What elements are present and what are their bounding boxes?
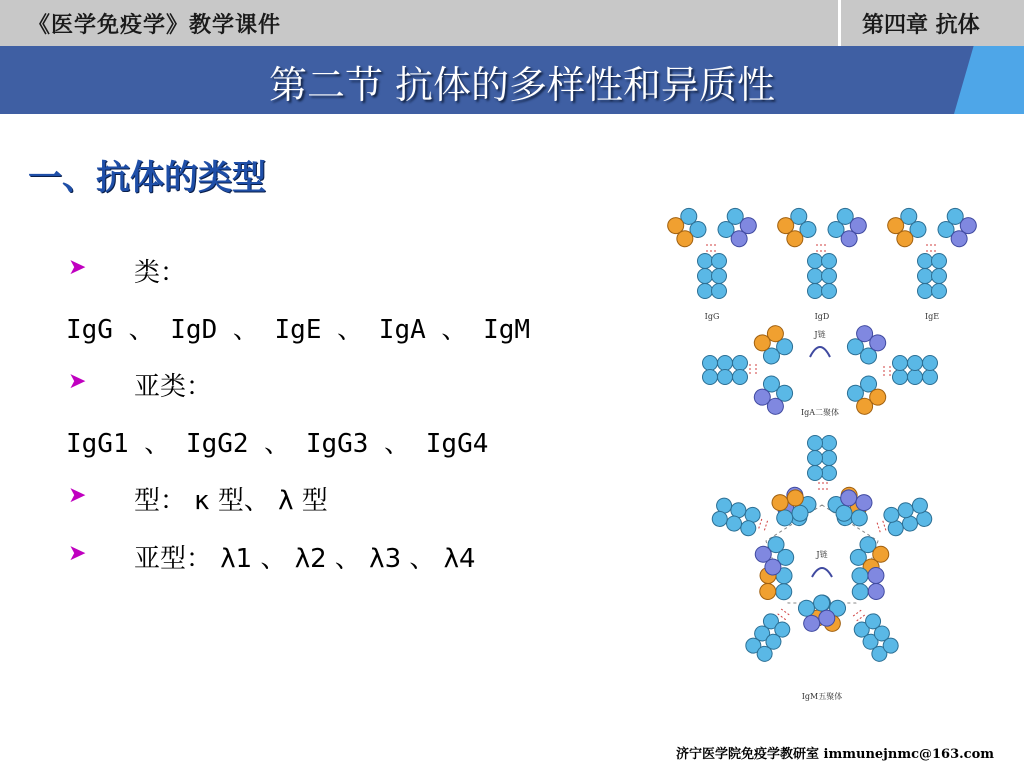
arrow-bullet-icon: ➤ [68, 483, 87, 508]
ige-monomer-icon [885, 205, 980, 298]
bullet-subtype-label: 亚型： λ1 、 λ2 、 λ3 、 λ4 [134, 544, 476, 574]
ige-label: IgE [924, 312, 940, 321]
antibody-structure-figure [650, 185, 1000, 710]
subclass-list: IgG1 、 IgG2 、 IgG3 、 IgG4 [66, 429, 489, 459]
j-chain-icon [812, 568, 832, 577]
bullet-subclass-label: 亚类： [134, 372, 213, 402]
arrow-bullet-icon: ➤ [68, 369, 87, 394]
j-chain-label-2: J链 [816, 550, 828, 559]
igg-monomer-icon [665, 205, 760, 298]
arrow-bullet-icon: ➤ [68, 255, 87, 280]
section-title: 第二节 抗体的多样性和异质性 [268, 63, 776, 107]
j-chain-label-1: J链 [814, 330, 826, 339]
class-list: IgG 、 IgD 、 IgE 、 IgA 、 IgM [66, 315, 531, 345]
chapter-title: 第四章 抗体 [862, 13, 980, 38]
bullet-class-label: 类： [134, 258, 187, 288]
bullet-type-label: 型： κ 型、 λ 型 [134, 486, 328, 516]
igm-pentamer-label: IgM五聚体 [801, 692, 843, 701]
content-heading: 一、抗体的类型 [28, 158, 266, 198]
footer-credit: 济宁医学院免疫学教研室 immunejnmc@163.com [676, 747, 994, 762]
iga-monomer-left-icon [703, 323, 796, 418]
title-banner [0, 46, 1024, 114]
top-bar [0, 0, 1024, 46]
igd-label: IgD [814, 312, 830, 321]
iga-monomer-right-icon [844, 323, 937, 418]
j-chain-icon [810, 347, 830, 357]
arrow-bullet-icon: ➤ [68, 541, 87, 566]
course-title: 《医学免疫学》教学课件 [28, 13, 282, 38]
iga-dimer-label: IgA二聚体 [800, 408, 840, 417]
igd-monomer-icon [775, 205, 870, 298]
header-divider [838, 0, 841, 46]
igg-label: IgG [704, 312, 720, 321]
